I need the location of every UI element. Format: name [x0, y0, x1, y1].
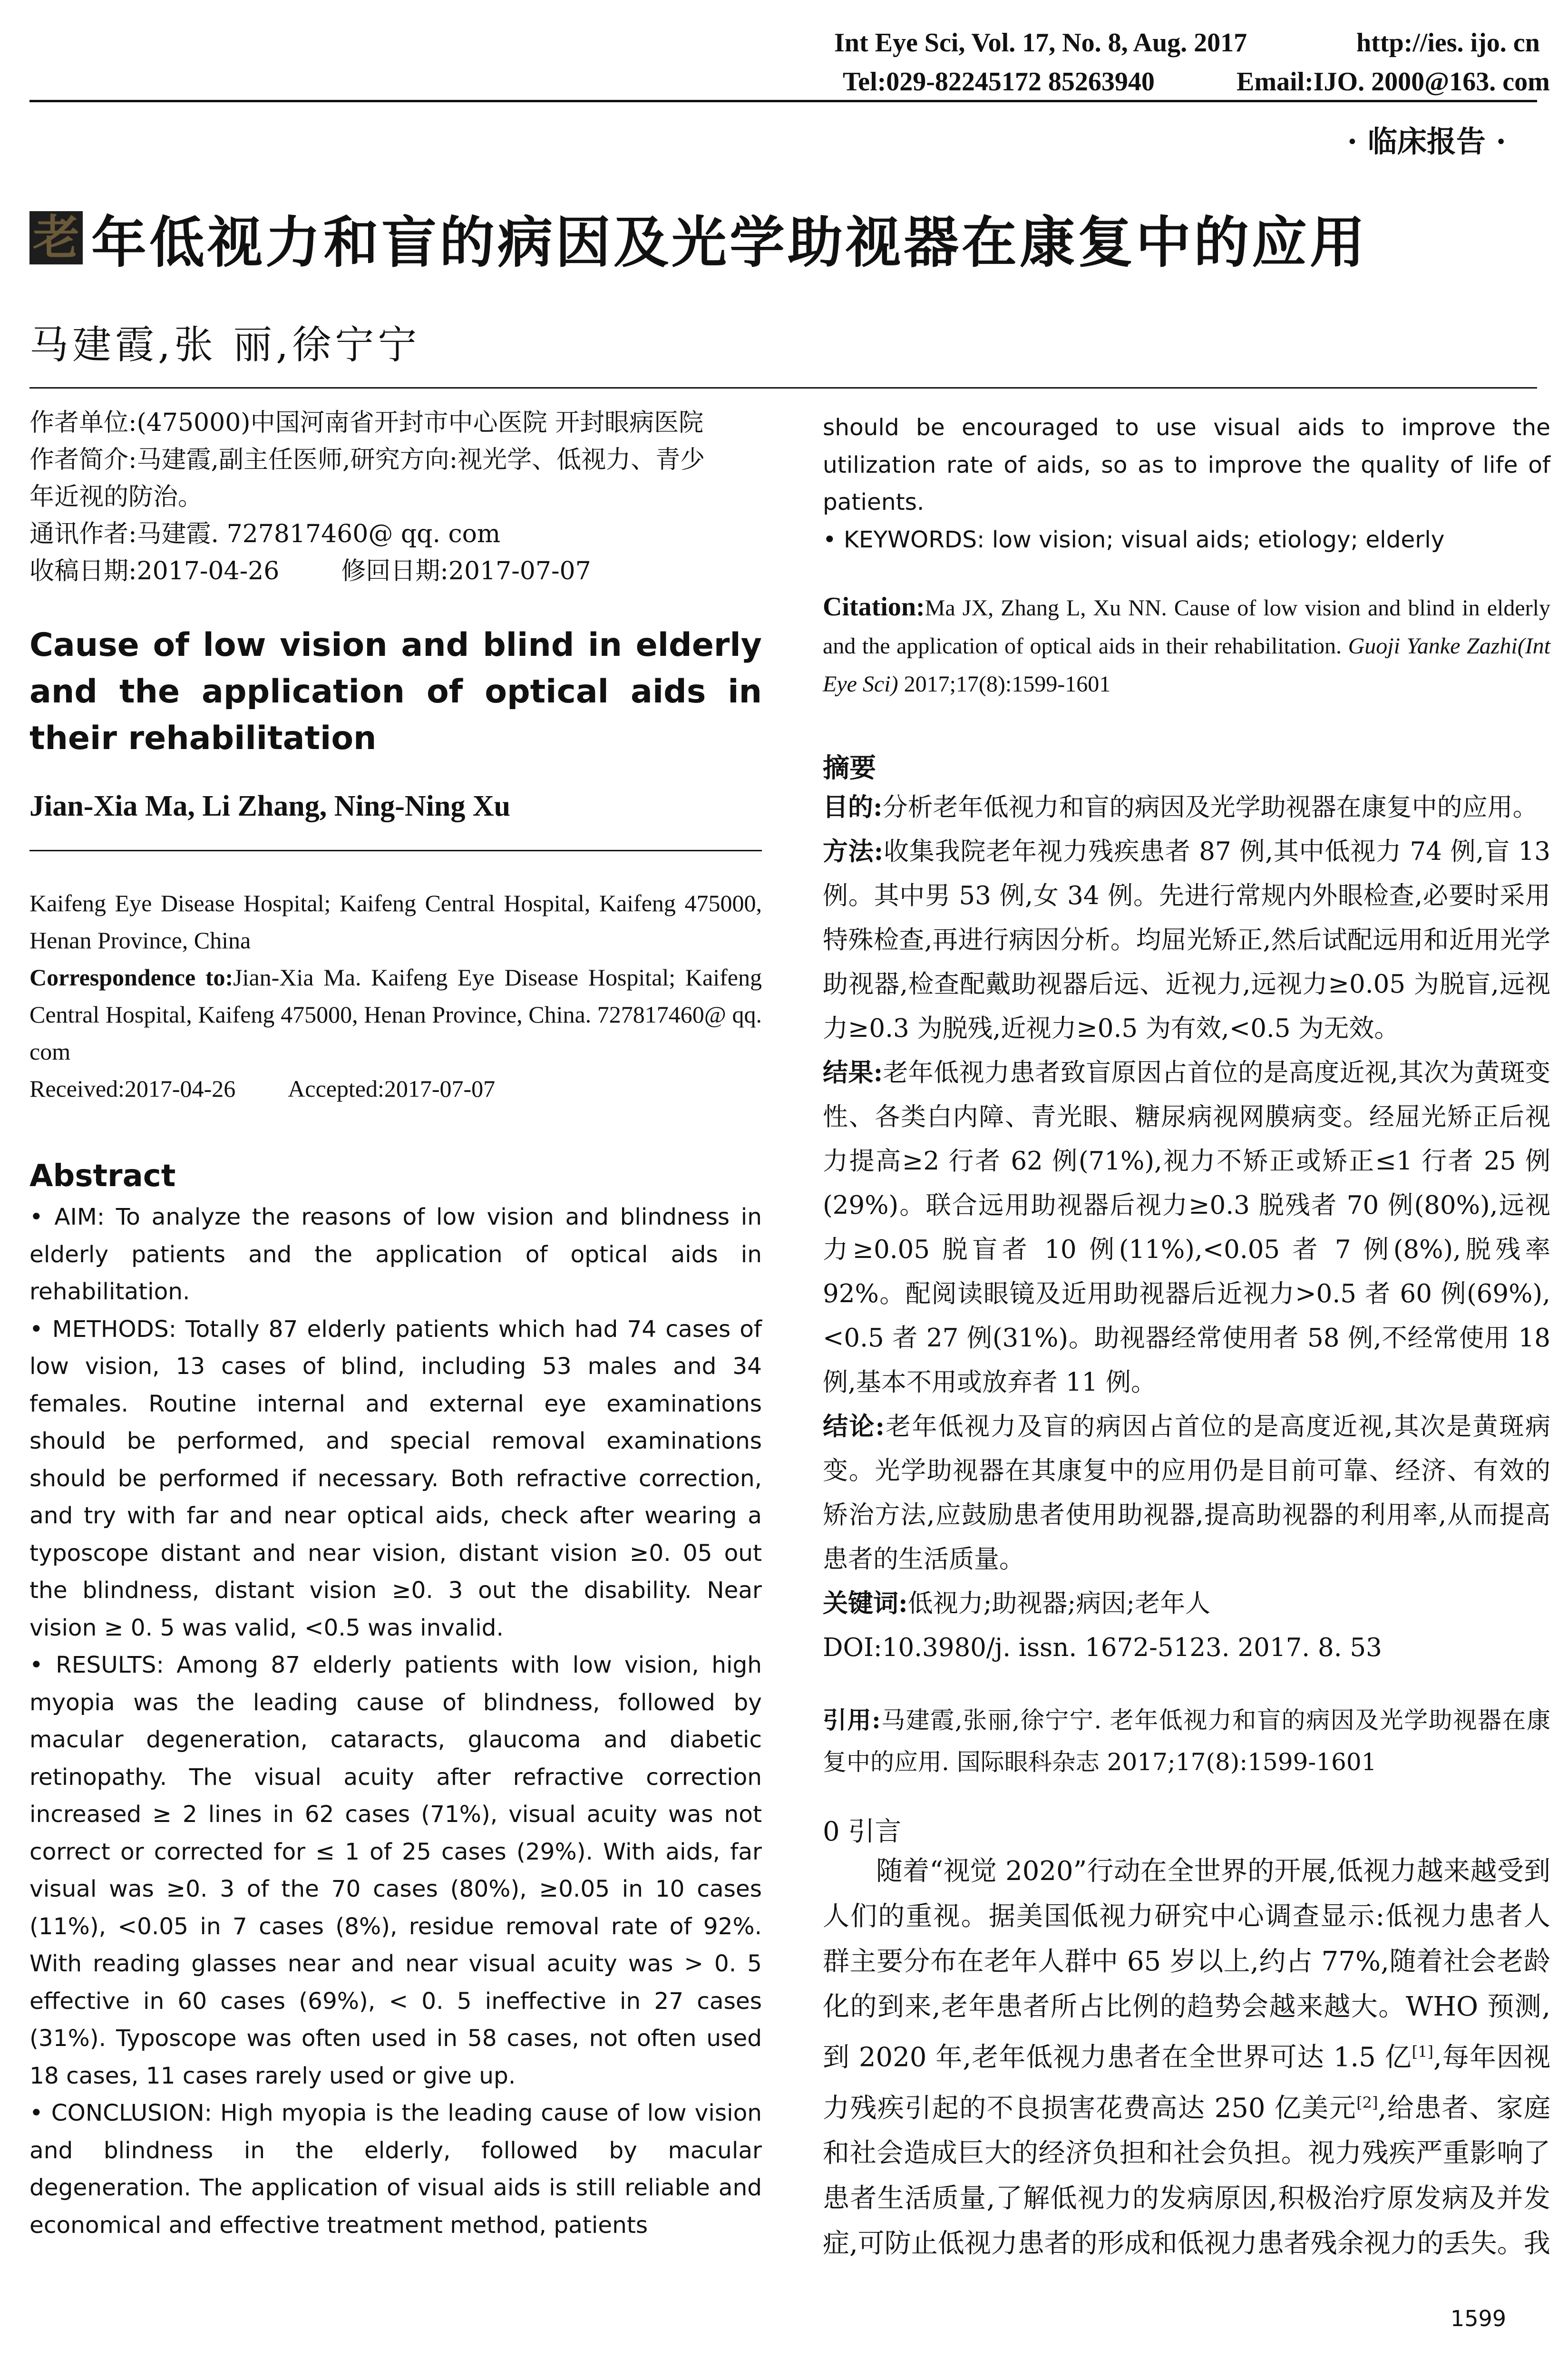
authors-cn: 马建霞,张 丽,徐宁宁 [29, 322, 421, 368]
page-title [29, 205, 1368, 275]
corresponding-author: 通讯作者:马建霞. 727817460@ qq. com [29, 520, 501, 548]
cn-aim-text: 分析老年低视力和盲的病因及光学助视器在康复中的应用。 [882, 793, 1538, 822]
doi[interactable]: DOI:10.3980/j. issn. 1672-5123. 2017. 8. 53 [823, 1633, 1382, 1662]
english-title: Cause of low vision and blind in elderly and the application of optical aids in their rehabilitation [29, 626, 762, 757]
correspondence-label: Correspondence to: [29, 964, 234, 991]
english-affiliation [29, 885, 762, 1107]
cn-conclusion [823, 1404, 1550, 1581]
citation-journal: Guoji Yanke Zazhi(Int Eye Sci) [823, 633, 1551, 697]
author-bio-line2: 年近视的防治。 [29, 483, 203, 511]
authors-rule [29, 850, 762, 851]
title-text: 年低视力和盲的病因及光学助视器在康复中的应用 [91, 210, 1368, 275]
intro-text-a: 随着“视觉 2020”行动在全世界的开展,低视力越来越受到人们的重视。据美国低视力研究中心调查显示:低视力患者人群主要分布在老年人群中 65 岁以上,约占 77%,随着社会老龄化的到来,老年患者所占比例的趋势会越来越大。WHO 预测,到 2020 年,老年低视力患者在全世界可达 1.5 亿 [823, 1856, 1550, 2073]
cn-meta [29, 404, 762, 590]
dates-en [29, 1070, 762, 1107]
citation-tail: 2017;17(8):1599-1601 [898, 672, 1111, 697]
abstract-body [29, 1198, 762, 2244]
abstract-keywords: • KEYWORDS: low vision; visual aids; etiology; elderly [823, 526, 1445, 553]
journal-info: Int Eye Sci, Vol. 17, No. 8, Aug. 2017 [834, 28, 1247, 58]
cn-abstract-heading: 摘要 [823, 752, 876, 784]
abstract-methods: • METHODS: Totally 87 elderly patients which had 74 cases of low vision, 13 cases of blind, including 53 males and 34 females. Routine internal and external eye examinations should be performed, and special removal examinations should be performed if necessary. Both refractive correction, and try with far and near optical aids, check after wearing a typoscope distant and near vision, distant vision ≥0. 05 out the blindness, distant vision ≥0. 3 out the disability. Near vision ≥ 0. 5 was valid, <0.5 was invalid. [29, 1315, 762, 1641]
cn-methods-label: 方法: [823, 837, 884, 866]
dates-cn [29, 553, 762, 590]
cn-methods-text: 收集我院老年视力残疾患者 87 例,其中低视力 74 例,盲 13 例。其中男 53 例,女 34 例。先进行常规内外眼检查,必要时采用特殊检查,再进行病因分析。均屈光矫正,然后试配远用和近用光学助视器,检查配戴助视器后远、近视力,远视力≥0.05 为脱盲,远视力≥0.3 为脱残,近视力≥0.5 为有效,<0.5 为无效。 [823, 837, 1550, 1043]
journal-tel: Tel:029-82245172 85263940 [843, 67, 1155, 97]
correspondence-text: Jian-Xia Ma. Kaifeng Eye Disease Hospital; Kaifeng Central Hospital, Kaifeng 475000, Henan Province, China. 727817460@ qq. com [29, 964, 762, 1065]
abstract-conclusion-start: • CONCLUSION: High myopia is the leading cause of low vision and blindness in the elderly, followed by macular degeneration. The application of visual aids is still reliable and economical and effective treatment method, patients [29, 2100, 762, 2239]
cn-conclusion-label: 结论: [823, 1412, 885, 1441]
title-rule [29, 387, 1537, 389]
ref-1[interactable]: [1] [1412, 2043, 1433, 2061]
citation-cn [823, 1699, 1550, 1783]
cn-results [823, 1051, 1550, 1404]
received-date-cn: 收稿日期:2017-04-26 [29, 557, 280, 585]
cn-conclusion-text: 老年低视力及盲的病因占首位的是高度近视,其次是黄斑病变。光学助视器在其康复中的应用仍是目前可靠、经济、有效的矫治方法,应鼓励患者使用助视器,提高助视器的利用率,从而提高患者的生活质量。 [823, 1412, 1550, 1574]
received-date: Received:2017-04-26 [29, 1075, 236, 1102]
intro-text-b: ,每年因视力残疾引起的不良损害花费高达 250 亿美元 [823, 2042, 1550, 2124]
abstract-results: • RESULTS: Among 87 elderly patients with low vision, high myopia was the leading cause of blindness, followed by macular degeneration, cataracts, glaucoma and diabetic retinopathy. The visual acuity after refractive correction increased ≥ 2 lines in 62 cases (71%), visual acuity was not correct or corrected for ≤ 1 of 25 cases (29%). With aids, far visual was ≥0. 3 of the 70 cases (80%), ≥0.05 in 10 cases (11%), <0.05 in 7 cases (8%), residue removal rate of 92%. With reading glasses near and near visual acuity was > 0. 5 effective in 60 cases (69%), < 0. 5 ineffective in 27 cases (31%). Typoscope was often used in 58 cases, not often used 18 cases, 11 cases rarely used or give up. [29, 1652, 762, 2089]
affiliation-text: Kaifeng Eye Disease Hospital; Kaifeng Central Hospital, Kaifeng 475000, Henan Province, China [29, 890, 762, 954]
citation-text: Ma JX, Zhang L, Xu NN. Cause of low vision and blind in elderly and the application of optical aids in their rehabilitation. [823, 595, 1550, 659]
page-number: 1599 [1450, 2306, 1506, 2331]
accepted-date: Accepted:2017-07-07 [288, 1075, 496, 1102]
journal-url[interactable]: http://ies. ijo. cn [1356, 28, 1540, 58]
abstract-continued [823, 409, 1550, 558]
revised-date-cn: 修回日期:2017-07-07 [341, 557, 591, 585]
intro-text-c: ,给患者、家庭和社会造成巨大的经济负担和社会负担。视力残疾严重影响了患者生活质量,了解低视力的发病原因,积极治疗原发病及并发症,可防止低视力患者的形成和低视力患者残余视力的丢失。我 [823, 2093, 1550, 2260]
cn-keywords-label: 关键词: [823, 1588, 908, 1618]
cn-results-text: 老年低视力患者致盲原因占首位的是高度近视,其次为黄斑变性、各类白内障、青光眼、糖尿病视网膜病变。经屈光矫正后视力提高≥2 行者 62 例(71%),视力不矫正或矫正≤1 行者 25 例(29%)。联合远用助视器后视力≥0.3 脱残者 70 例(80%),远视力≥0.05 脱盲者 10 例(11%),<0.05 者 7 例(8%),脱残率 92%。配阅读眼镜及近用助视器后近视力>0.5 者 60 例(69%),<0.5 者 27 例(31%)。助视器经常使用者 58 例,不经常使用 18 例,基本不用或放弃者 11 例。 [823, 1058, 1550, 1397]
cn-results-label: 结果: [823, 1058, 883, 1087]
right-column [823, 409, 1550, 2266]
cn-keywords [823, 1581, 1550, 1626]
journal-email[interactable]: Email:IJO. 2000@163. com [1237, 67, 1550, 97]
header-rule [29, 100, 1537, 102]
cn-aim-label: 目的: [823, 792, 883, 822]
section-label: · 临床报告 · [1347, 124, 1506, 159]
citation-en [823, 588, 1550, 703]
cn-methods [823, 829, 1550, 1051]
correspondence [29, 959, 762, 1070]
abstract-conclusion-end: should be encouraged to use visual aids to improve the utilization rate of aids, so as to improve the quality of life of patients. [823, 414, 1550, 516]
cn-aim [823, 785, 1550, 829]
title-first-char: 老 [29, 211, 83, 264]
left-column [29, 404, 762, 2244]
author-unit: 作者单位:(475000)中国河南省开封市中心医院 开封眼病医院 [29, 409, 704, 437]
abstract-heading: Abstract [29, 1159, 176, 1194]
cn-keywords-text: 低视力;助视器;病因;老年人 [907, 1589, 1211, 1618]
intro-paragraph [823, 1849, 1550, 2266]
author-bio-line1: 作者简介:马建霞,副主任医师,研究方向:视光学、低视力、青少 [29, 446, 705, 474]
citation-label: Citation: [823, 592, 925, 622]
abstract-aim: • AIM: To analyze the reasons of low vision and blindness in elderly patients and the application of optical aids in rehabilitation. [29, 1204, 762, 1305]
ref-2[interactable]: [2] [1356, 2093, 1378, 2112]
english-authors: Jian-Xia Ma, Li Zhang, Ning-Ning Xu [29, 790, 511, 822]
cite-cn-label: 引用: [823, 1706, 881, 1734]
cn-abstract [823, 785, 1550, 1670]
cite-cn-text: 马建霞,张丽,徐宁宁. 老年低视力和盲的病因及光学助视器在康复中的应用. 国际眼科杂志 2017;17(8):1599-1601 [823, 1706, 1550, 1776]
intro-heading: 0 引言 [823, 1816, 902, 1847]
